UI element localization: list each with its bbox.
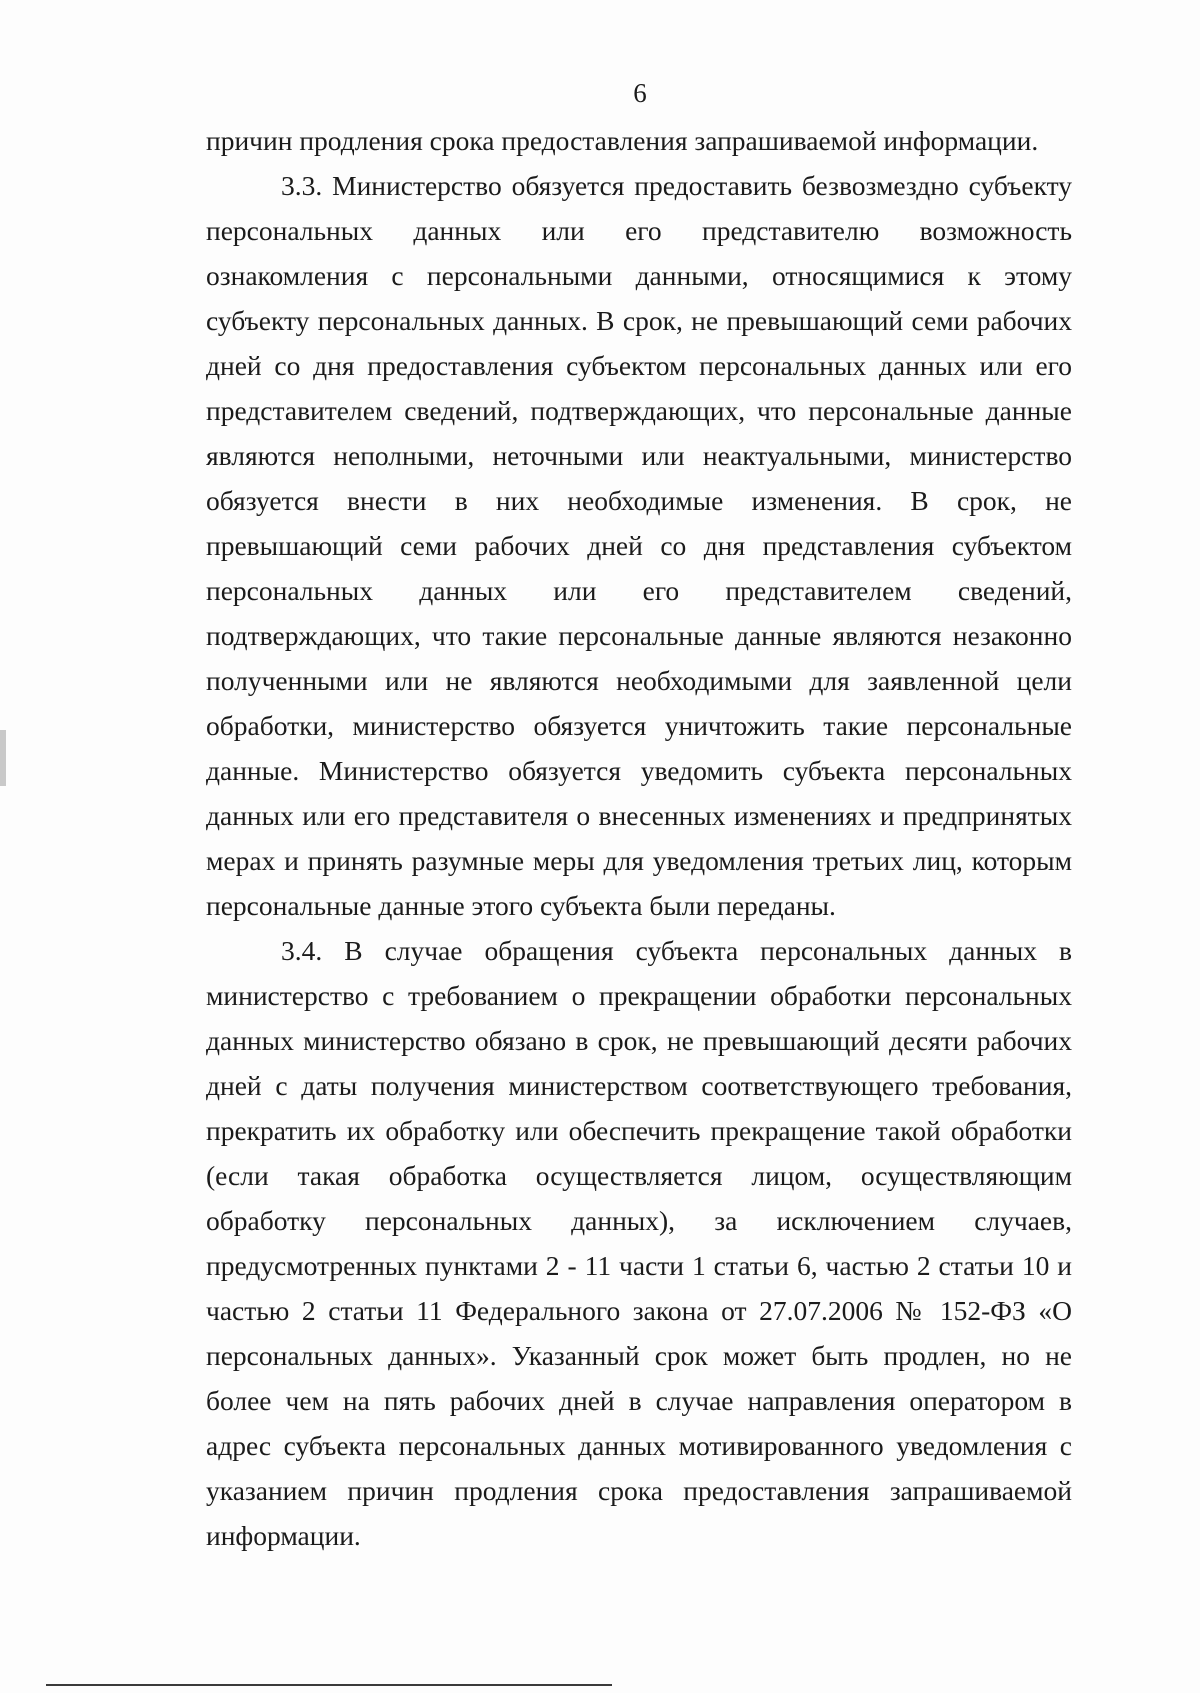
bottom-rule: [46, 1684, 612, 1686]
page-number: 6: [633, 78, 647, 108]
paragraph-3-3: 3.3. Министерство обязуется предоставить безвозмездно субъекту персональных данных или его представителю возможность ознакомления с персональными данными, относящимися к этому субъекту персональных данных. В срок, не превышающий семи рабочих дней со дня предоставления субъектом персональных данных или его представителем сведений, подтверждающих, что персональные данные являются неполными, неточными или неактуальными, министерство обязуется внести в них необходимые изменения. В срок, не превышающий семи рабочих дней со дня представления субъектом персональных данных или его представителем сведений, подтверждающих, что такие персональные данные являются незаконно полученными или не являются необходимыми для заявленной цели обработки, министерство обязуется уничтожить такие персональные данные. Министерство обязуется уведомить субъекта персональных данных или его представителя о внесенных изменениях и предпринятых мерах и принять разумные меры для уведомления третьих лиц, которым персональные данные этого субъекта были переданы.: [206, 170, 1072, 921]
scan-margin-mark: [0, 730, 6, 786]
document-body: [206, 118, 1072, 1558]
paragraph-continuation: причин продления срока предоставления запрашиваемой информации.: [206, 125, 1039, 156]
paragraph-3-4: 3.4. В случае обращения субъекта персональных данных в министерство с требованием о прекращении обработки персональных данных министерство обязано в срок, не превышающий десяти рабочих дней с даты получения министерством соответствующего требования, прекратить их обработку или обеспечить прекращение такой обработки (если такая обработка осуществляется лицом, осуществляющим обработку персональных данных), за исключением случаев, предусмотренных пунктами 2 - 11 части 1 статьи 6, частью 2 статьи 10 и частью 2 статьи 11 Федерального закона от 27.07.2006 № 152-ФЗ «О персональных данных». Указанный срок может быть продлен, но не более чем на пять рабочих дней в случае направления оператором в адрес субъекта персональных данных мотивированного уведомления с указанием причин продления срока предоставления запрашиваемой информации.: [206, 935, 1072, 1551]
